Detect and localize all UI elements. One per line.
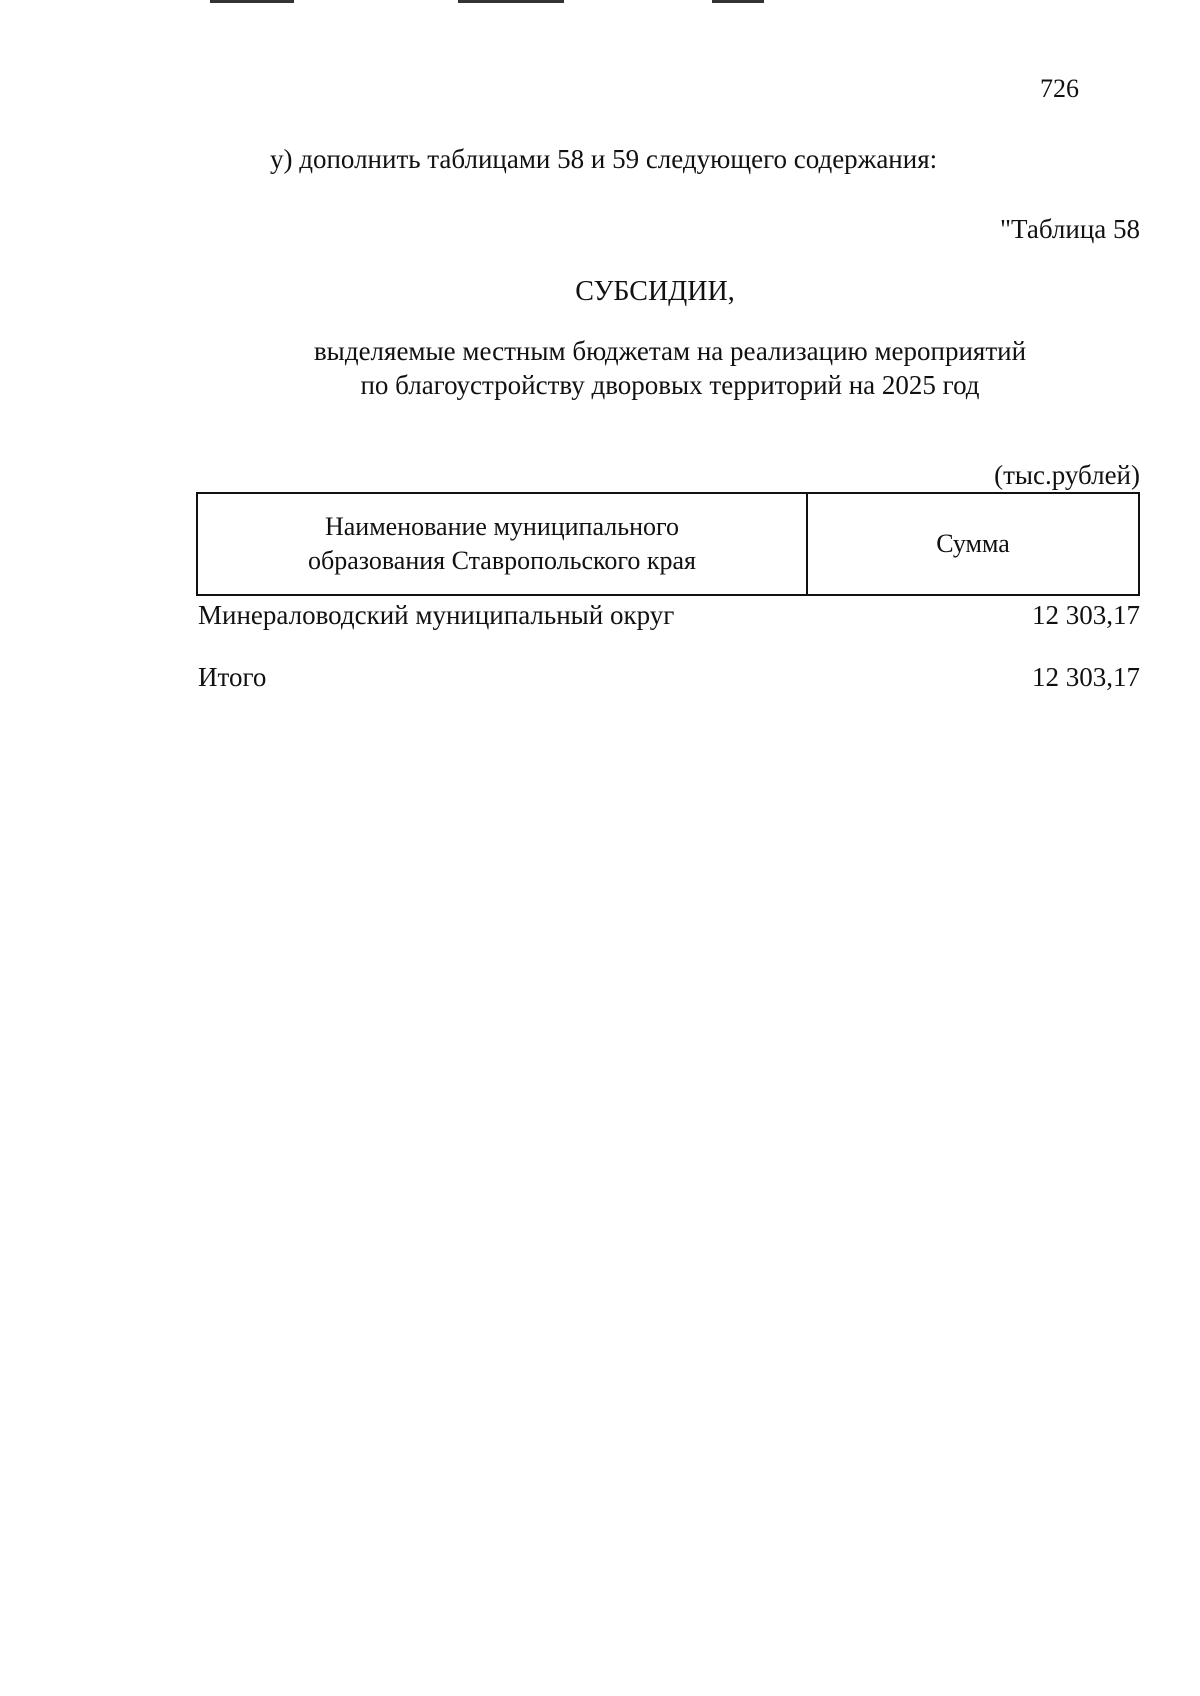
header-municipality-line-2: образования Ставропольского края	[307, 546, 697, 575]
row-municipality-name: Минераловодский муниципальный округ	[198, 600, 675, 630]
table-header	[196, 492, 1140, 596]
subtitle-line-2: по благоустройству дворовых территорий на 2025 год	[360, 370, 980, 400]
header-municipality	[198, 494, 808, 594]
units-label: (тыс.рублей)	[994, 460, 1140, 490]
scan-mark-1	[210, 0, 294, 3]
total-sum-value: 12 303,17	[1032, 662, 1140, 692]
scan-mark-3	[712, 0, 764, 3]
table-label: "Таблица 58	[1000, 214, 1140, 244]
subtitle-line-1: выделяемые местным бюджетам на реализацию мероприятий	[313, 336, 1027, 366]
table-row	[198, 600, 1140, 631]
table-total-row	[198, 662, 1140, 693]
scan-mark-2	[458, 0, 564, 3]
row-sum-value: 12 303,17	[1032, 600, 1140, 630]
total-label: Итого	[198, 662, 267, 692]
document-title: СУБСИДИИ,	[575, 276, 735, 307]
header-municipality-line-1: Наименование муниципального	[324, 512, 680, 541]
intro-paragraph: у) дополнить таблицами 58 и 59 следующего содержания:	[270, 144, 938, 174]
header-sum: Сумма	[936, 529, 1010, 558]
document-subtitle	[0, 334, 1200, 402]
page-number: 726	[1040, 74, 1079, 103]
